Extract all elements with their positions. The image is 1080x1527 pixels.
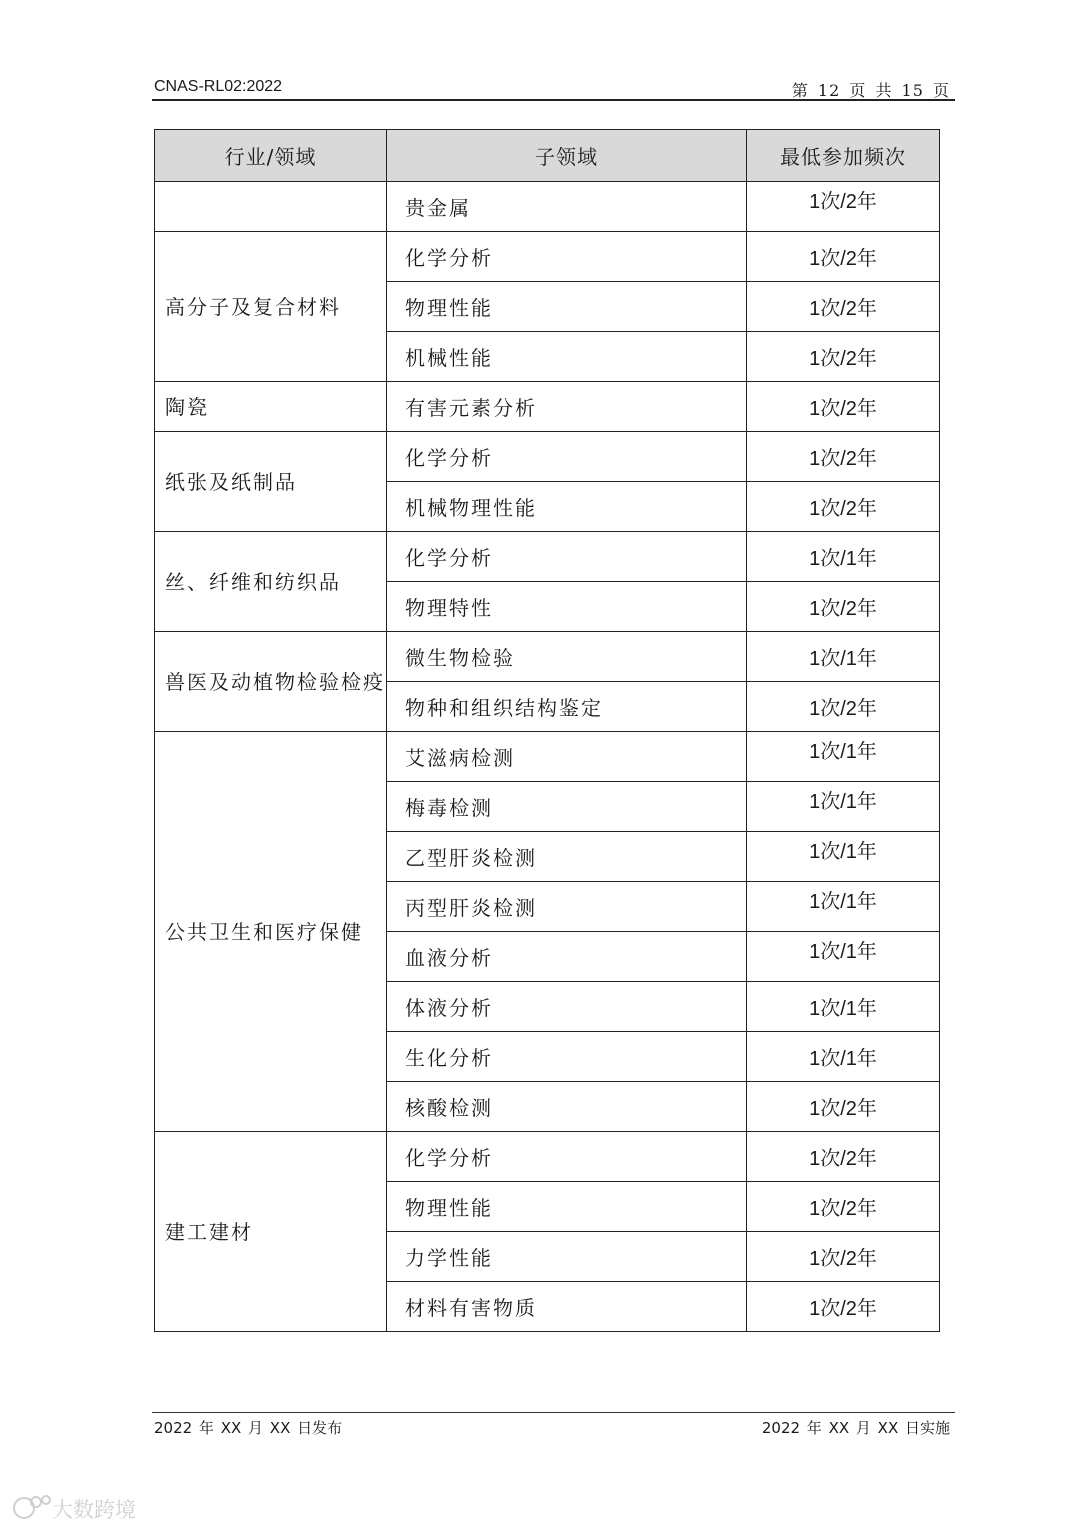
- table-row: [155, 432, 940, 482]
- frequency-cell: 1次/2年: [747, 232, 940, 282]
- subfield-cell: 丙型肝炎检测: [387, 882, 747, 932]
- table-body: [155, 182, 940, 1332]
- header-divider: [152, 99, 955, 101]
- table-row: [155, 532, 940, 582]
- frequency-cell: 1次/1年: [747, 982, 940, 1032]
- frequency-cell: 1次/1年: [747, 832, 940, 882]
- watermark-logo: [10, 1490, 145, 1526]
- frequency-cell: 1次/1年: [747, 532, 940, 582]
- frequency-cell: 1次/1年: [747, 732, 940, 782]
- table-row: [155, 382, 940, 432]
- subfield-cell: 机械性能: [387, 332, 747, 382]
- frequency-cell: 1次/1年: [747, 632, 940, 682]
- industry-cell: 纸张及纸制品: [155, 432, 387, 532]
- frequency-cell: 1次/1年: [747, 1032, 940, 1082]
- subfield-cell: 有害元素分析: [387, 382, 747, 432]
- subfield-cell: 化学分析: [387, 432, 747, 482]
- frequency-table: [154, 129, 940, 1332]
- frequency-cell: 1次/2年: [747, 1082, 940, 1132]
- header-industry: 行业/领域: [155, 130, 387, 182]
- industry-cell: [155, 182, 387, 232]
- frequency-cell: 1次/2年: [747, 682, 940, 732]
- subfield-cell: 机械物理性能: [387, 482, 747, 532]
- industry-cell: 丝、纤维和纺织品: [155, 532, 387, 632]
- frequency-cell: 1次/2年: [747, 1232, 940, 1282]
- frequency-cell: 1次/2年: [747, 1282, 940, 1332]
- publish-date: 2022 年 XX 月 XX 日发布: [154, 1419, 343, 1437]
- watermark-text: 大数跨境: [52, 1498, 136, 1522]
- subfield-cell: 物种和组织结构鉴定: [387, 682, 747, 732]
- subfield-cell: 生化分析: [387, 1032, 747, 1082]
- industry-cell: 兽医及动植物检验检疫: [155, 632, 387, 732]
- subfield-cell: 贵金属: [387, 182, 747, 232]
- subfield-cell: 血液分析: [387, 932, 747, 982]
- frequency-cell: 1次/2年: [747, 432, 940, 482]
- subfield-cell: 体液分析: [387, 982, 747, 1032]
- implement-date: 2022 年 XX 月 XX 日实施: [761, 1419, 950, 1437]
- table-row: [155, 182, 940, 232]
- subfield-cell: 艾滋病检测: [387, 732, 747, 782]
- frequency-cell: 1次/2年: [747, 1132, 940, 1182]
- page-info: 第 12 页 共 15 页: [791, 81, 950, 100]
- table-row: [155, 232, 940, 282]
- table-header-row: [155, 130, 940, 182]
- footer-divider: [152, 1412, 955, 1413]
- frequency-cell: 1次/2年: [747, 582, 940, 632]
- industry-cell: 建工建材: [155, 1132, 387, 1332]
- industry-cell: 公共卫生和医疗保健: [155, 732, 387, 1132]
- subfield-cell: 物理特性: [387, 582, 747, 632]
- frequency-cell: 1次/2年: [747, 482, 940, 532]
- subfield-cell: 物理性能: [387, 1182, 747, 1232]
- subfield-cell: 乙型肝炎检测: [387, 832, 747, 882]
- subfield-cell: 化学分析: [387, 532, 747, 582]
- table-row: [155, 1132, 940, 1182]
- subfield-cell: 材料有害物质: [387, 1282, 747, 1332]
- frequency-cell: 1次/2年: [747, 332, 940, 382]
- subfield-cell: 物理性能: [387, 282, 747, 332]
- header-frequency: 最低参加频次: [747, 130, 940, 182]
- industry-cell: 高分子及复合材料: [155, 232, 387, 382]
- frequency-cell: 1次/2年: [747, 382, 940, 432]
- doc-code: CNAS-RL02:2022: [154, 78, 283, 95]
- subfield-cell: 力学性能: [387, 1232, 747, 1282]
- header-subfield: 子领域: [387, 130, 747, 182]
- subfield-cell: 化学分析: [387, 232, 747, 282]
- table-row: [155, 632, 940, 682]
- frequency-cell: 1次/1年: [747, 932, 940, 982]
- subfield-cell: 化学分析: [387, 1132, 747, 1182]
- frequency-cell: 1次/2年: [747, 1182, 940, 1232]
- subfield-cell: 梅毒检测: [387, 782, 747, 832]
- subfield-cell: 核酸检测: [387, 1082, 747, 1132]
- frequency-cell: 1次/1年: [747, 882, 940, 932]
- frequency-cell: 1次/2年: [747, 182, 940, 232]
- industry-cell: 陶瓷: [155, 382, 387, 432]
- subfield-cell: 微生物检验: [387, 632, 747, 682]
- frequency-cell: 1次/1年: [747, 782, 940, 832]
- frequency-cell: 1次/2年: [747, 282, 940, 332]
- table-row: [155, 732, 940, 782]
